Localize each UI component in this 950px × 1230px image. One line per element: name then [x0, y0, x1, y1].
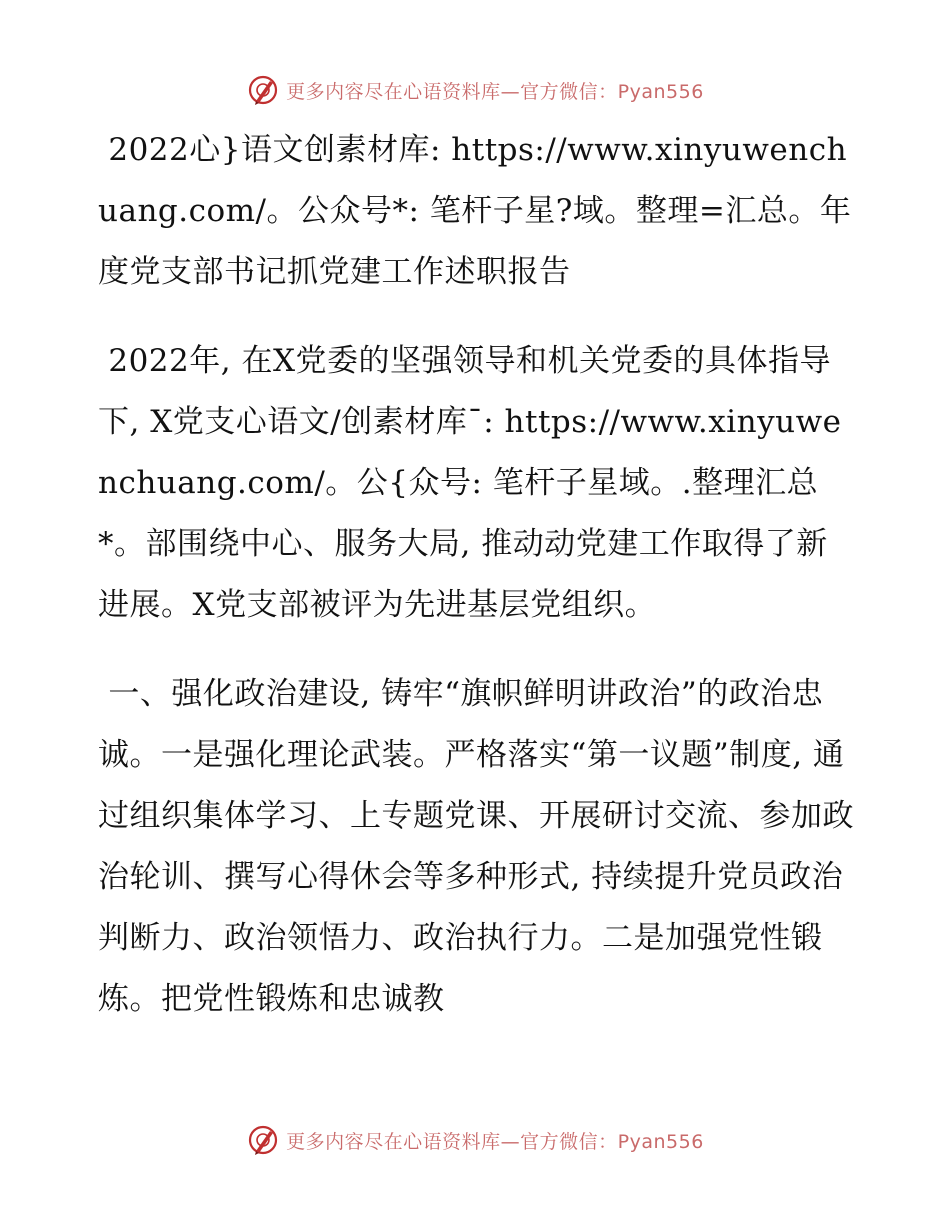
document-body — [98, 120, 858, 1058]
watermark-text: 更多内容尽在心语资料库—官方微信：Pyan556 — [286, 80, 704, 103]
watermark-text: 更多内容尽在心语资料库—官方微信：Pyan556 — [286, 1130, 704, 1153]
pen-circle-logo-icon — [246, 73, 280, 107]
paragraph-section-one: 一、强化政治建设, 铸牢“旗帜鲜明讲政治”的政治忠诚。一是强化理论武装。严格落实“第一议题”制度, 通过组织集体学习、上专题党课、开展研讨交流、参加政治轮训、撰写心得休会等多种形式, 持续提升党员政治判断力、政治领悟力、政治执行力。二是加强党性锻炼。把党性锻炼和忠诚教 — [98, 676, 854, 1017]
paragraph-title: 2022心}语文创素材库: https://www.xinyuwenchuang.com/。公众号*: 笔杆子星?域。整理=汇总。年度党支部书记抓党建工作述职报告 — [98, 132, 852, 290]
footer-watermark — [0, 1120, 950, 1160]
header-watermark — [0, 70, 950, 110]
paragraph-intro: 2022年, 在X党委的坚强领导和机关党委的具体指导下, X党支心语文/创素材库¯: https://www.xinyuwenchuang.com/。公{众号: 笔杆子星域。.整理汇总*。部围绕中心、服务大局, 推动动党建工作取得了新进展。X党支部被评为先进基层党组织。 — [98, 343, 842, 623]
pen-circle-logo-icon — [246, 1123, 280, 1157]
